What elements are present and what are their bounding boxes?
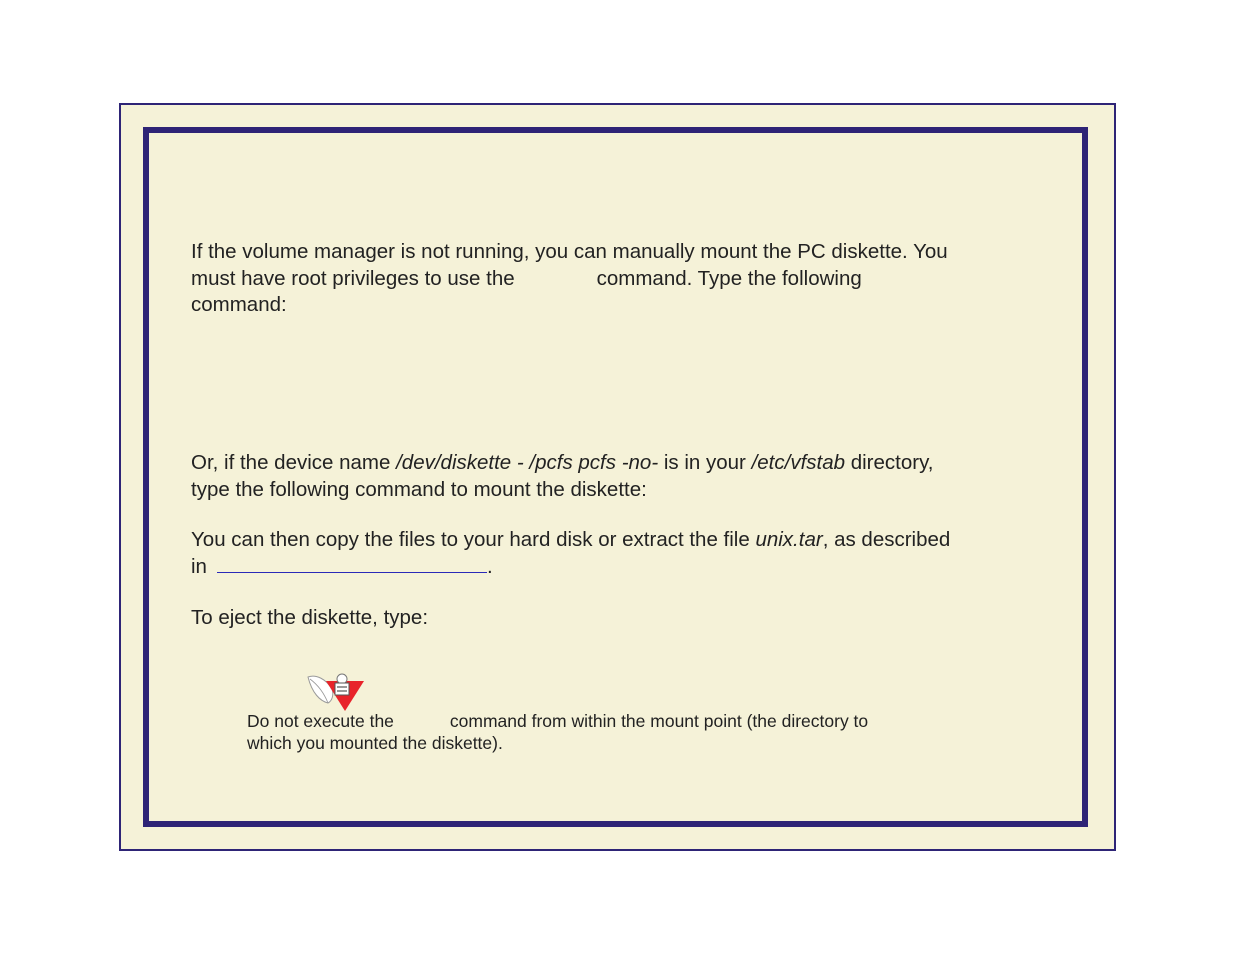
manual-mount-line-3: command: (191, 293, 287, 316)
vfstab-line-1: Or, if the device name /dev/diskette - /pcfs pcfs -no- is in your /etc/vfstab directory, (191, 451, 934, 474)
note-line-1: Do not execute the command from within the mount point (the directory to (247, 711, 869, 731)
vfstab-path: /etc/vfstab (751, 451, 846, 474)
cross-reference-link[interactable] (217, 554, 487, 573)
caution-note-text (247, 710, 967, 754)
caution-note-icon (306, 673, 368, 715)
device-name: /dev/diskette - /pcfs pcfs -no- (396, 451, 659, 474)
vfstab-paragraph (191, 450, 1051, 503)
page-inner-frame (143, 127, 1088, 827)
copy-files-line-2: in . (191, 554, 493, 578)
eject-paragraph: To eject the diskette, type: (191, 606, 429, 629)
manual-mount-line-1: If the volume manager is not running, you can manually mount the PC diskette. You (191, 240, 948, 263)
copy-files-line-1: You can then copy the files to your hard disk or extract the file unix.tar, as described (191, 528, 951, 551)
page-outer-frame (119, 103, 1116, 851)
copy-files-paragraph (191, 527, 1051, 580)
note-line-2: which you mounted the diskette). (247, 733, 503, 753)
manual-mount-paragraph (191, 239, 1051, 319)
tar-file-name: unix.tar (755, 528, 823, 551)
manual-mount-line-2: must have root privileges to use the command. Type the following (191, 266, 862, 290)
vfstab-line-2: type the following command to mount the diskette: (191, 477, 647, 501)
